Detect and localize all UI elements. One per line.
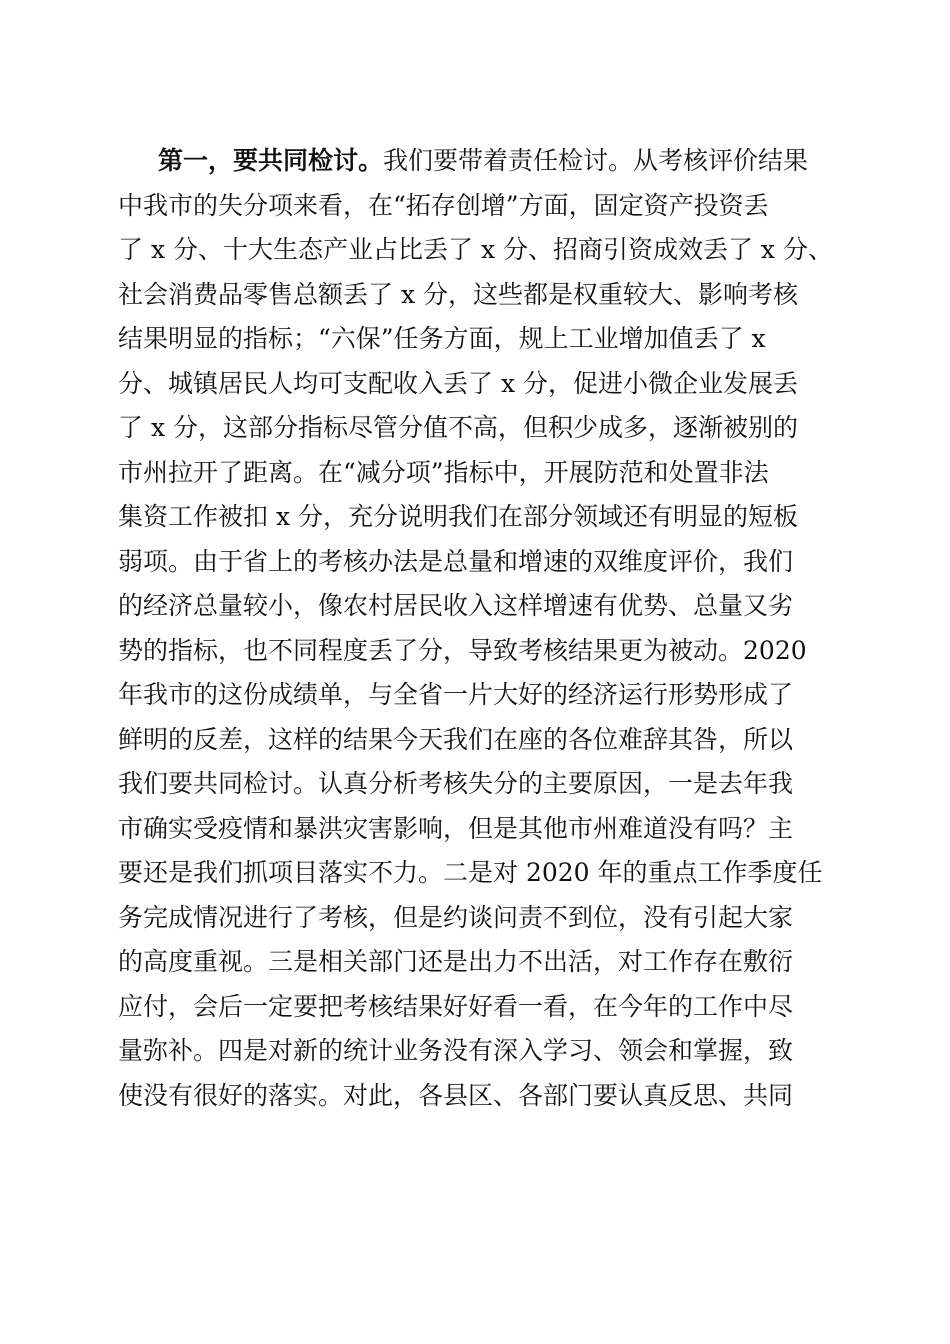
- body-paragraph: [118, 139, 838, 1118]
- paragraph-line: 使没有很好的落实。对此，各县区、各部门要认真反思、共同: [118, 1080, 794, 1110]
- paragraph-line: 中我市的失分项来看，在“拓存创增”方面，固定资产投资丢: [118, 190, 769, 220]
- paragraph-line: 了 x 分、十大生态产业占比丢了 x 分、招商引资成效丢了 x 分、: [118, 235, 833, 264]
- paragraph-line: 社会消费品零售总额丢了 x 分，这些都是权重较大、影响考核: [118, 279, 798, 309]
- paragraph-line: 势的指标，也不同程度丢了分，导致考核结果更为被动。2020: [118, 635, 807, 665]
- paragraph-first-line: [118, 139, 838, 184]
- paragraph-line: 年我市的这份成绩单，与全省一片大好的经济运行形势形成了: [118, 680, 794, 709]
- paragraph-line: 集资工作被扣 x 分，充分说明我们在部分领域还有明显的短板: [118, 502, 798, 531]
- paragraph-line: 的高度重视。三是相关部门还是出力不出活，对工作存在敷衍: [118, 947, 794, 976]
- paragraph-line: 弱项。由于省上的考核办法是总量和增速的双维度评价，我们: [118, 546, 794, 576]
- paragraph-line: 量弥补。四是对新的统计业务没有深入学习、领会和掌握，致: [118, 1036, 794, 1065]
- paragraph-line: 要还是我们抓项目落实不力。二是对 2020 年的重点工作季度任: [118, 858, 823, 887]
- paragraph-line: 我们要共同检讨。认真分析考核失分的主要原因，一是去年我: [118, 769, 794, 798]
- paragraph-line: 的经济总量较小，像农村居民收入这样增速有优势、总量又劣: [118, 591, 794, 620]
- paragraph-line: 结果明显的指标；“六保”任务方面，规上工业增加值丢了 x: [118, 324, 766, 353]
- paragraph-line: 市确实受疫情和暴洪灾害影响，但是其他市州难道没有吗？主: [118, 813, 794, 843]
- paragraph-line: 市州拉开了距离。在“减分项”指标中，开展防范和处置非法: [118, 457, 769, 487]
- paragraph-line: 了 x 分，这部分指标尽管分值不高，但积少成多，逐渐被别的: [118, 413, 798, 442]
- section-lead-heading: 第一，要共同检讨。: [158, 146, 384, 175]
- paragraph-line: 应付，会后一定要把考核结果好好看一看，在今年的工作中尽: [118, 991, 794, 1021]
- first-line-text: 我们要带着责任检讨。从考核评价结果: [383, 146, 809, 175]
- paragraph-line: 分、城镇居民人均可支配收入丢了 x 分，促进小微企业发展丢: [118, 368, 798, 398]
- paragraph-line: 鲜明的反差，这样的结果今天我们在座的各位难辞其咎，所以: [118, 724, 794, 754]
- paragraph-line: 务完成情况进行了考核，但是约谈问责不到位，没有引起大家: [118, 902, 794, 932]
